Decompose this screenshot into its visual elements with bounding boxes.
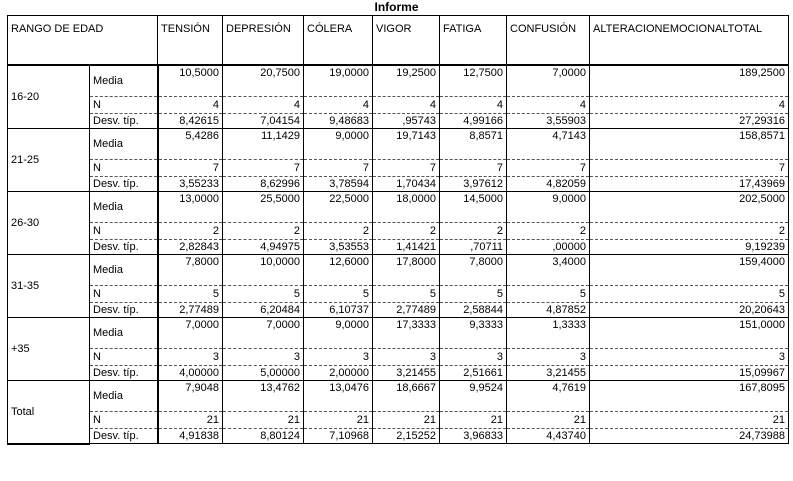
table-cell: 7 bbox=[440, 160, 507, 177]
header-row bbox=[8, 16, 789, 66]
table-cell: 3 bbox=[440, 349, 507, 366]
table-row bbox=[8, 366, 789, 381]
table-cell: 3,97612 bbox=[440, 177, 507, 192]
table-cell: 7,8000 bbox=[440, 255, 507, 286]
table-cell: 1,41421 bbox=[373, 240, 440, 255]
column-header: TENSIÓN bbox=[158, 16, 223, 66]
table-cell: 21 bbox=[373, 412, 440, 429]
table-cell: 9,0000 bbox=[507, 192, 590, 223]
table-cell: 4,82059 bbox=[507, 177, 590, 192]
table-cell: 2,77489 bbox=[373, 303, 440, 318]
table-cell: 5 bbox=[158, 286, 223, 303]
stat-label: Media bbox=[90, 129, 158, 160]
table-cell: 21 bbox=[440, 412, 507, 429]
stat-label: N bbox=[90, 97, 158, 114]
table-cell: 4 bbox=[223, 97, 304, 114]
table-cell: 5 bbox=[373, 286, 440, 303]
table-row bbox=[8, 223, 789, 240]
table-cell: 14,5000 bbox=[440, 192, 507, 223]
table-cell: 3,55903 bbox=[507, 114, 590, 129]
table-cell: 18,0000 bbox=[373, 192, 440, 223]
stat-label: N bbox=[90, 160, 158, 177]
table-cell: 7 bbox=[158, 160, 223, 177]
column-header: FATIGA bbox=[440, 16, 507, 66]
table-cell: 21 bbox=[158, 412, 223, 429]
table-cell: 10,5000 bbox=[158, 65, 223, 97]
stat-label: Desv. típ. bbox=[90, 240, 158, 255]
stat-label: Desv. típ. bbox=[90, 303, 158, 318]
table-row bbox=[8, 318, 789, 349]
table-cell: 4,87852 bbox=[507, 303, 590, 318]
table-cell: 19,0000 bbox=[304, 65, 373, 97]
table-cell: 7,8000 bbox=[158, 255, 223, 286]
stat-label: Desv. típ. bbox=[90, 114, 158, 129]
table-cell: 21 bbox=[507, 412, 590, 429]
table-cell: 20,7500 bbox=[223, 65, 304, 97]
table-cell: 2 bbox=[507, 223, 590, 240]
stat-label: N bbox=[90, 286, 158, 303]
table-cell: 8,80124 bbox=[223, 429, 304, 444]
table-cell: 3 bbox=[373, 349, 440, 366]
stat-label: Media bbox=[90, 255, 158, 286]
table-cell: 4 bbox=[158, 97, 223, 114]
table-cell: 6,20484 bbox=[223, 303, 304, 318]
table-cell: 5,4286 bbox=[158, 129, 223, 160]
stat-label: N bbox=[90, 349, 158, 366]
table-cell: 17,3333 bbox=[373, 318, 440, 349]
table-row bbox=[8, 97, 789, 114]
table-cell: 3,21455 bbox=[373, 366, 440, 381]
table-row bbox=[8, 65, 789, 97]
table-cell: 5 bbox=[507, 286, 590, 303]
table-cell: 202,5000 bbox=[590, 192, 789, 223]
table-cell: 5 bbox=[440, 286, 507, 303]
table-cell: 7,0000 bbox=[507, 65, 590, 97]
table-cell: 3 bbox=[507, 349, 590, 366]
table-cell: 4 bbox=[590, 97, 789, 114]
table-cell: 7,0000 bbox=[223, 318, 304, 349]
table-cell: 7,10968 bbox=[304, 429, 373, 444]
table-cell: 13,0476 bbox=[304, 381, 373, 412]
table-cell: 4 bbox=[507, 97, 590, 114]
table-cell: 20,20643 bbox=[590, 303, 789, 318]
table-cell: 4,43740 bbox=[507, 429, 590, 444]
table-cell: 10,0000 bbox=[223, 255, 304, 286]
table-cell: 7,0000 bbox=[158, 318, 223, 349]
table-row bbox=[8, 177, 789, 192]
statistics-table bbox=[7, 15, 789, 445]
table-cell: 17,43969 bbox=[590, 177, 789, 192]
table-cell: 4,91838 bbox=[158, 429, 223, 444]
table-row bbox=[8, 114, 789, 129]
table-cell: 9,0000 bbox=[304, 318, 373, 349]
table-cell: 2 bbox=[373, 223, 440, 240]
table-cell: 6,10737 bbox=[304, 303, 373, 318]
table-row bbox=[8, 412, 789, 429]
table-cell: 7 bbox=[223, 160, 304, 177]
table-cell: 3 bbox=[158, 349, 223, 366]
table-cell: 13,4762 bbox=[223, 381, 304, 412]
stat-label: Media bbox=[90, 381, 158, 412]
table-body bbox=[8, 65, 789, 444]
table-cell: 11,1429 bbox=[223, 129, 304, 160]
table-cell: 7 bbox=[373, 160, 440, 177]
table-cell: 3,53553 bbox=[304, 240, 373, 255]
table-cell: 7,04154 bbox=[223, 114, 304, 129]
table-cell: 4,7143 bbox=[507, 129, 590, 160]
stat-label: Desv. típ. bbox=[90, 429, 158, 444]
table-cell: 3,78594 bbox=[304, 177, 373, 192]
age-range-label: 16-20 bbox=[8, 65, 90, 129]
table-cell: 8,42615 bbox=[158, 114, 223, 129]
table-cell: 7,9048 bbox=[158, 381, 223, 412]
table-cell: 21 bbox=[304, 412, 373, 429]
table-cell: 2,51661 bbox=[440, 366, 507, 381]
table-cell: 4 bbox=[440, 97, 507, 114]
table-cell: 2 bbox=[158, 223, 223, 240]
table-cell: 19,2500 bbox=[373, 65, 440, 97]
table-row bbox=[8, 255, 789, 286]
table-cell: 21 bbox=[223, 412, 304, 429]
table-cell: 4,99166 bbox=[440, 114, 507, 129]
table-cell: 5 bbox=[590, 286, 789, 303]
age-range-label: Total bbox=[8, 381, 90, 444]
table-cell: 1,70434 bbox=[373, 177, 440, 192]
column-header: VIGOR bbox=[373, 16, 440, 66]
table-cell: 5 bbox=[304, 286, 373, 303]
table-cell: 2 bbox=[440, 223, 507, 240]
table-cell: 4,00000 bbox=[158, 366, 223, 381]
table-cell: 12,7500 bbox=[440, 65, 507, 97]
table-cell: 13,0000 bbox=[158, 192, 223, 223]
table-cell: 4,7619 bbox=[507, 381, 590, 412]
stat-label: Desv. típ. bbox=[90, 177, 158, 192]
table-cell: 19,7143 bbox=[373, 129, 440, 160]
table-cell: 24,73988 bbox=[590, 429, 789, 444]
table-row bbox=[8, 129, 789, 160]
table-cell: 5 bbox=[223, 286, 304, 303]
table-row bbox=[8, 192, 789, 223]
table-cell: 18,6667 bbox=[373, 381, 440, 412]
age-range-label: +35 bbox=[8, 318, 90, 381]
table-cell: 9,19239 bbox=[590, 240, 789, 255]
table-cell: 4 bbox=[304, 97, 373, 114]
column-header-range: RANGO DE EDAD bbox=[8, 16, 158, 66]
table-cell: 8,62996 bbox=[223, 177, 304, 192]
table-cell: ,00000 bbox=[507, 240, 590, 255]
table-cell: 3,4000 bbox=[507, 255, 590, 286]
table-cell: 4,94975 bbox=[223, 240, 304, 255]
table-cell: 2,77489 bbox=[158, 303, 223, 318]
table-cell: 189,2500 bbox=[590, 65, 789, 97]
table-cell: 9,9524 bbox=[440, 381, 507, 412]
table-cell: 159,4000 bbox=[590, 255, 789, 286]
table-row bbox=[8, 240, 789, 255]
table-cell: 2,58844 bbox=[440, 303, 507, 318]
stat-label: Media bbox=[90, 192, 158, 223]
table-cell: 2,15252 bbox=[373, 429, 440, 444]
table-cell: ,70711 bbox=[440, 240, 507, 255]
table-cell: 7 bbox=[304, 160, 373, 177]
table-cell: 27,29316 bbox=[590, 114, 789, 129]
table-cell: 9,0000 bbox=[304, 129, 373, 160]
table-cell: 3 bbox=[590, 349, 789, 366]
table-cell: 2,00000 bbox=[304, 366, 373, 381]
table-cell: 12,6000 bbox=[304, 255, 373, 286]
column-header: CÓLERA bbox=[304, 16, 373, 66]
table-cell: 17,8000 bbox=[373, 255, 440, 286]
table-row bbox=[8, 349, 789, 366]
stat-label: Media bbox=[90, 65, 158, 97]
table-cell: ,95743 bbox=[373, 114, 440, 129]
table-row bbox=[8, 381, 789, 412]
table-cell: 3 bbox=[223, 349, 304, 366]
age-range-label: 31-35 bbox=[8, 255, 90, 318]
table-cell: 22,5000 bbox=[304, 192, 373, 223]
table-cell: 1,3333 bbox=[507, 318, 590, 349]
table-row bbox=[8, 160, 789, 177]
column-header: DEPRESIÓN bbox=[223, 16, 304, 66]
table-cell: 158,8571 bbox=[590, 129, 789, 160]
table-cell: 7 bbox=[590, 160, 789, 177]
table-cell: 7 bbox=[507, 160, 590, 177]
stat-label: N bbox=[90, 412, 158, 429]
table-cell: 9,48683 bbox=[304, 114, 373, 129]
stat-label: Desv. típ. bbox=[90, 366, 158, 381]
table-cell: 2,82843 bbox=[158, 240, 223, 255]
stat-label: Media bbox=[90, 318, 158, 349]
table-cell: 2 bbox=[304, 223, 373, 240]
table-cell: 21 bbox=[590, 412, 789, 429]
stat-label: N bbox=[90, 223, 158, 240]
table-cell: 15,09967 bbox=[590, 366, 789, 381]
table-cell: 3,55233 bbox=[158, 177, 223, 192]
table-cell: 3,96833 bbox=[440, 429, 507, 444]
column-header: CONFUSIÓN bbox=[507, 16, 590, 66]
table-cell: 2 bbox=[223, 223, 304, 240]
table-cell: 151,0000 bbox=[590, 318, 789, 349]
table-cell: 4 bbox=[373, 97, 440, 114]
table-cell: 167,8095 bbox=[590, 381, 789, 412]
age-range-label: 21-25 bbox=[8, 129, 90, 192]
column-header: ALTERACIONEMOCIONALTOTAL bbox=[590, 16, 789, 66]
age-range-label: 26-30 bbox=[8, 192, 90, 255]
table-cell: 3 bbox=[304, 349, 373, 366]
table-cell: 9,3333 bbox=[440, 318, 507, 349]
table-cell: 8,8571 bbox=[440, 129, 507, 160]
table-cell: 3,21455 bbox=[507, 366, 590, 381]
table-cell: 25,5000 bbox=[223, 192, 304, 223]
table-cell: 2 bbox=[590, 223, 789, 240]
report-title: Informe bbox=[374, 0, 419, 14]
table-cell: 5,00000 bbox=[223, 366, 304, 381]
table-row bbox=[8, 303, 789, 318]
table-row bbox=[8, 429, 789, 444]
table-row bbox=[8, 286, 789, 303]
